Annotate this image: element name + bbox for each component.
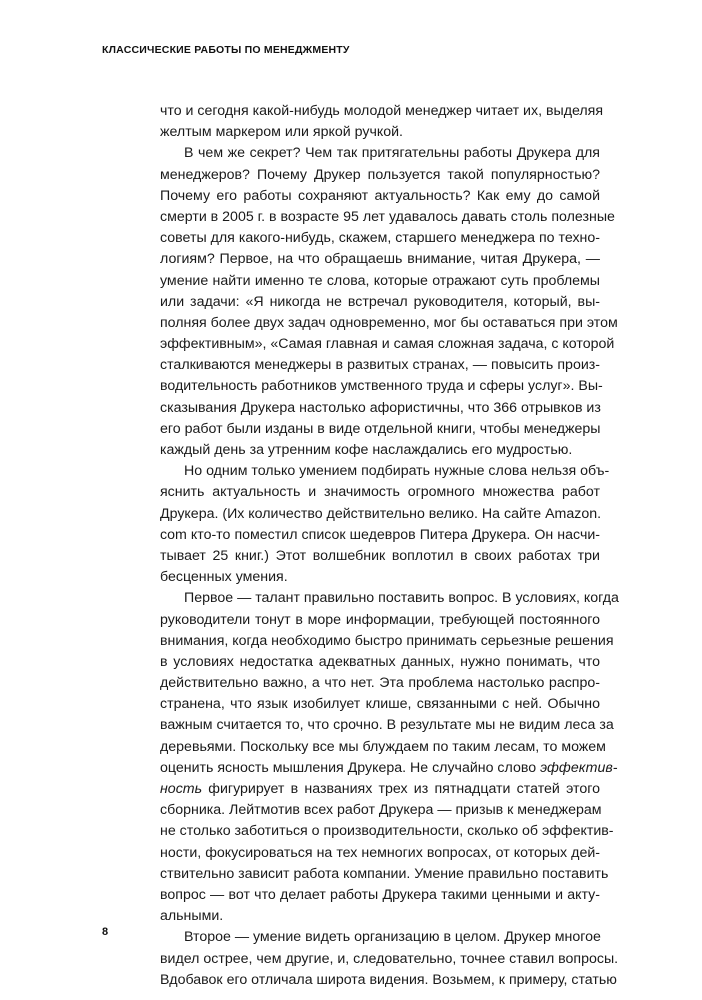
text-line: В чем же секрет? Чем так притягательны работы Друкера для <box>184 145 600 162</box>
text-line: бесценных умения. <box>160 569 288 586</box>
text-line: Почему его работы сохраняют актуальность? Как ему до самой <box>160 187 600 204</box>
text-line: яснить актуальность и значимость огромного множества работ <box>160 484 600 501</box>
text-line: желтым маркером или яркой ручкой. <box>160 124 403 141</box>
text-line: его работ были изданы в виде отдельной книги, чтобы менеджеры <box>160 420 601 437</box>
text-line: советы для какого-нибудь, скажем, старшего менеджера по техно- <box>160 230 600 247</box>
text-line <box>160 779 600 800</box>
text-line: деревьями. Поскольку все мы блуждаем по таким лесам, то можем <box>160 738 606 755</box>
page-number: 8 <box>102 926 109 938</box>
text-line: что и сегодня какой-нибудь молодой менеджер читает их, выделяя <box>160 103 604 119</box>
text-line: умение найти именно те слова, которые отражают суть проблемы <box>160 272 600 289</box>
text-line: каждый день за утренним кофе наслаждались его мудростью. <box>160 442 573 458</box>
text-line: ности, фокусироваться на тех немногих вопросах, от которых дей- <box>160 844 600 861</box>
text-line: странена, что язык изобилует клише, связанными с ней. Обычно <box>160 696 600 713</box>
text-line: ствительно зависит работа компании. Умение правильно поставить <box>160 865 609 882</box>
text-line: сказывания Друкера настолько афористичны, что 366 отрывков из <box>160 399 601 416</box>
emphasized-term: ность <box>160 781 203 797</box>
text-line: руководители тонут в море информации, требующей постоянного <box>160 611 600 628</box>
text-line: эффективным», «Самая главная и самая сложная задача, с которой <box>160 336 615 353</box>
text-line: сборника. Лейтмотив всех работ Друкера — призыв к менеджерам <box>160 802 602 819</box>
text-line: в условиях недостатка адекватных данных, нужно понимать, что <box>160 653 600 670</box>
text-line: или задачи: «Я никогда не встречал руководителя, который, вы- <box>160 293 600 310</box>
text-line: Но одним только умением подбирать нужные слова нельзя объ- <box>184 463 610 480</box>
text-line: менеджеров? Почему Друкер пользуется такой популярностью? <box>160 166 600 183</box>
emphasized-term: эффектив- <box>540 759 618 776</box>
text-line: Первое — талант правильно поставить вопрос. В условиях, когда <box>184 590 619 607</box>
text-line: полняя более двух задач одновременно, мог бы оставаться при этом <box>160 314 618 331</box>
text-line: com кто-то поместил список шедевров Питера Друкера. Он насчи- <box>160 526 600 543</box>
text-line <box>160 758 618 779</box>
text-line: сталкиваются менеджеры в развитых странах, — повысить произ- <box>160 357 600 374</box>
text-line: смерти в 2005 г. в возрасте 95 лет удавалось давать столь полезные <box>160 208 615 225</box>
text-line: действительно важно, а что нет. Эта проблема настолько распро- <box>160 675 600 692</box>
text-line: важным считается то, что срочно. В результате мы не видим леса за <box>160 717 614 734</box>
text-line: вопрос — вот что делает работы Друкера такими ценными и акту- <box>160 886 600 903</box>
text-line: тывает 25 книг.) Этот волшебник воплотил в своих работах три <box>160 547 600 564</box>
body-text <box>160 101 619 991</box>
text-run: оценить ясность мышления Друкера. Не случайно слово <box>160 759 541 776</box>
text-run: фигурирует в названиях трех из пятнадцати статей этого <box>202 781 600 797</box>
text-line: видел острее, чем другие, и, следовательно, точнее ставил вопросы. <box>160 950 619 967</box>
text-line: Друкера. (Их количество действительно велико. На сайте Amazon. <box>160 505 602 522</box>
text-line: альными. <box>160 908 224 925</box>
text-line: не столько заботиться о производительности, сколько об эффектив- <box>160 823 614 840</box>
text-line: логиям? Первое, на что обращаешь внимание, читая Друкера, — <box>160 251 600 268</box>
text-line: водительность работников умственного труда и сферы услуг». Вы- <box>160 378 603 395</box>
text-line: Вдобавок его отличала широта видения. Возьмем, к примеру, статью <box>160 971 617 988</box>
text-line: Второе — умение видеть организацию в целом. Друкер многое <box>184 929 601 946</box>
text-line: внимания, когда необходимо быстро принимать серьезные решения <box>160 632 614 649</box>
running-header: КЛАССИЧЕСКИЕ РАБОТЫ ПО МЕНЕДЖМЕНТУ <box>102 44 350 56</box>
